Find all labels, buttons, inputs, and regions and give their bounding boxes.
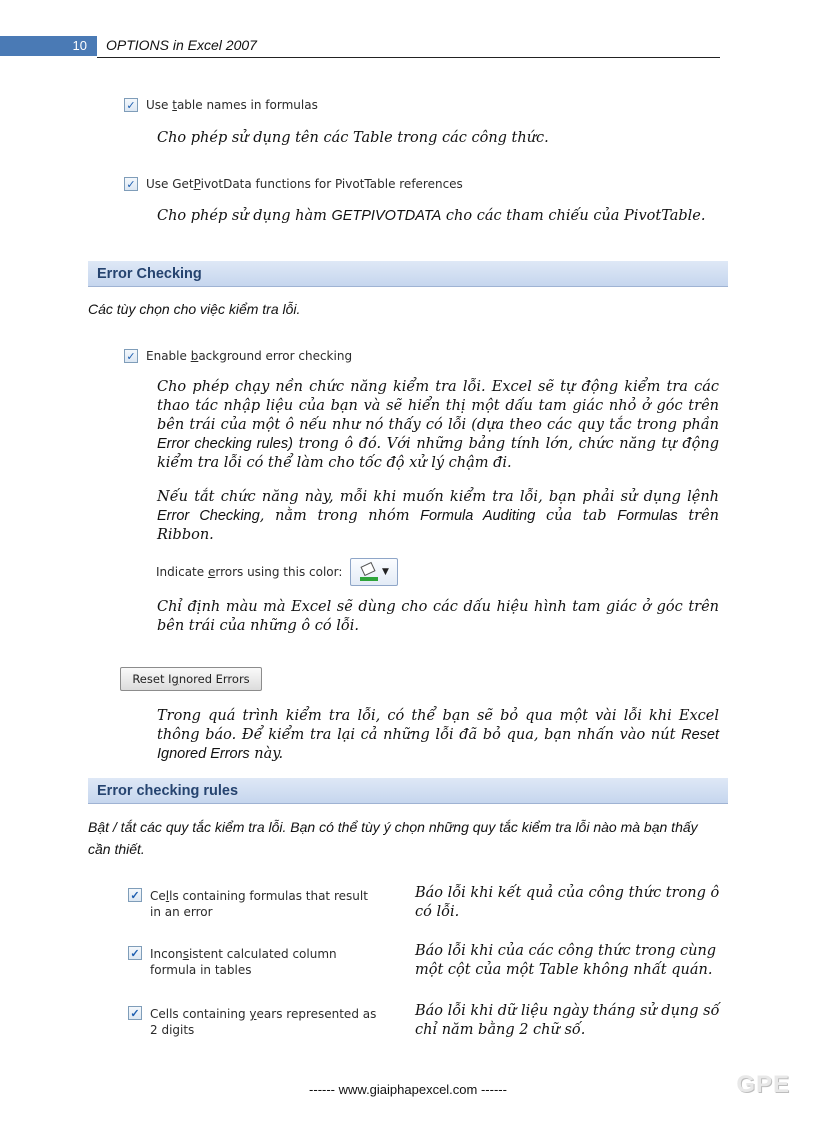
page-header xyxy=(0,36,720,58)
error-checking-section-header: Error Checking xyxy=(88,261,728,287)
header-divider xyxy=(97,57,720,58)
enable-background-label: Enable background error checking xyxy=(146,349,353,363)
gpe-logo: GPE xyxy=(736,1071,790,1098)
rule-formulas-result-in-error-checkbox[interactable] xyxy=(128,888,142,902)
rule-two-digit-years-checkbox[interactable] xyxy=(128,1006,142,1020)
checkmark-icon: ✓ xyxy=(126,98,136,112)
enable-background-error-checking-option[interactable] xyxy=(124,349,352,363)
error-color-picker-button[interactable] xyxy=(350,558,398,586)
rule-label: Cells containing formulas that result in an error xyxy=(150,889,368,919)
reset-ignored-errors-desc: Trong quá trình kiểm tra lỗi, có thể bạn sẽ bỏ qua một vài lỗi khi Excel thông báo. Để kiểm tra lại cả những lỗi đã bỏ qua, bạn nhấn vào nút Reset Ignored Errors này. xyxy=(157,708,719,762)
dropdown-arrow-icon: ▼ xyxy=(381,567,389,577)
error-checking-rules-intro: Bật / tắt các quy tắc kiểm tra lỗi. Bạn có thể tùy ý chọn những quy tắc kiểm tra lỗi nào mà bạn thấy cần thiết. xyxy=(88,819,698,857)
use-getpivotdata-checkbox[interactable] xyxy=(124,177,138,191)
use-table-names-checkbox[interactable] xyxy=(124,98,138,112)
use-table-names-label: Use table names in formulas xyxy=(146,98,318,112)
use-getpivotdata-option[interactable] xyxy=(124,177,463,191)
use-getpivotdata-desc: Cho phép sử dụng hàm GETPIVOTDATA cho các tham chiếu của PivotTable. xyxy=(157,208,706,224)
rule-two-digit-years-option[interactable] xyxy=(128,1006,398,1038)
page-footer: ------ www.giaiphapexcel.com ------ xyxy=(309,1082,507,1097)
error-color-swatch xyxy=(360,577,378,581)
checkmark-icon: ✓ xyxy=(130,1006,140,1020)
error-checking-intro: Các tùy chọn cho việc kiểm tra lỗi. xyxy=(88,301,301,317)
checkmark-icon: ✓ xyxy=(130,946,140,960)
enable-background-desc-2: Nếu tắt chức năng này, mỗi khi muốn kiểm tra lỗi, bạn phải sử dụng lệnh Error Checking, nằm trong nhóm Formula Auditing của tab Formulas trên Ribbon. xyxy=(157,489,720,543)
error-color-label: Indicate errors using this color: xyxy=(156,565,343,579)
rule-desc: Báo lỗi khi của các công thức trong cùng một cột của một Table không nhất quán. xyxy=(415,943,717,978)
enable-background-desc-1: Cho phép chạy nền chức năng kiểm tra lỗi. Excel sẽ tự động kiểm tra các thao tác nhập liệu của bạn và sẽ hiển thị một dấu tam giác nhỏ ở góc trên bên trái của một ô nếu như nó thấy có lỗi (dựa theo các quy tắc trong phần Error checking rules) trong ô đó. Với những bảng tính lớn, chức năng tự động kiểm tra lỗi có thể làm cho tốc độ xử lý chậm đi. xyxy=(157,379,719,471)
page-number: 10 xyxy=(0,36,97,56)
rule-label: Inconsistent calculated column formula in tables xyxy=(150,947,337,977)
checkmark-icon: ✓ xyxy=(126,349,136,363)
rule-label: Cells containing years represented as 2 digits xyxy=(150,1007,377,1037)
use-table-names-desc: Cho phép sử dụng tên các Table trong các công thức. xyxy=(157,130,549,146)
rule-inconsistent-formula-option[interactable] xyxy=(128,946,398,978)
reset-ignored-errors-button[interactable]: Reset Ignored Errors xyxy=(120,667,262,691)
enable-background-checkbox[interactable] xyxy=(124,349,138,363)
use-getpivotdata-label: Use GetPivotData functions for PivotTable references xyxy=(146,177,463,191)
rule-desc: Báo lỗi khi kết quả của công thức trong ô có lỗi. xyxy=(415,885,720,920)
rule-desc: Báo lỗi khi dữ liệu ngày tháng sử dụng số chỉ năm bằng 2 chữ số. xyxy=(415,1003,720,1038)
error-checking-rules-section-header: Error checking rules xyxy=(88,778,728,804)
error-color-desc: Chỉ định màu mà Excel sẽ dùng cho các dấu hiệu hình tam giác ở góc trên bên trái của những ô có lỗi. xyxy=(157,599,719,634)
fill-bucket-icon xyxy=(360,563,378,581)
checkmark-icon: ✓ xyxy=(126,177,136,191)
checkmark-icon: ✓ xyxy=(130,888,140,902)
rule-inconsistent-formula-checkbox[interactable] xyxy=(128,946,142,960)
page-title: OPTIONS in Excel 2007 xyxy=(106,37,257,53)
use-table-names-option[interactable] xyxy=(124,98,318,112)
rule-formulas-result-in-error-option[interactable] xyxy=(128,888,398,920)
error-color-row xyxy=(156,558,398,586)
